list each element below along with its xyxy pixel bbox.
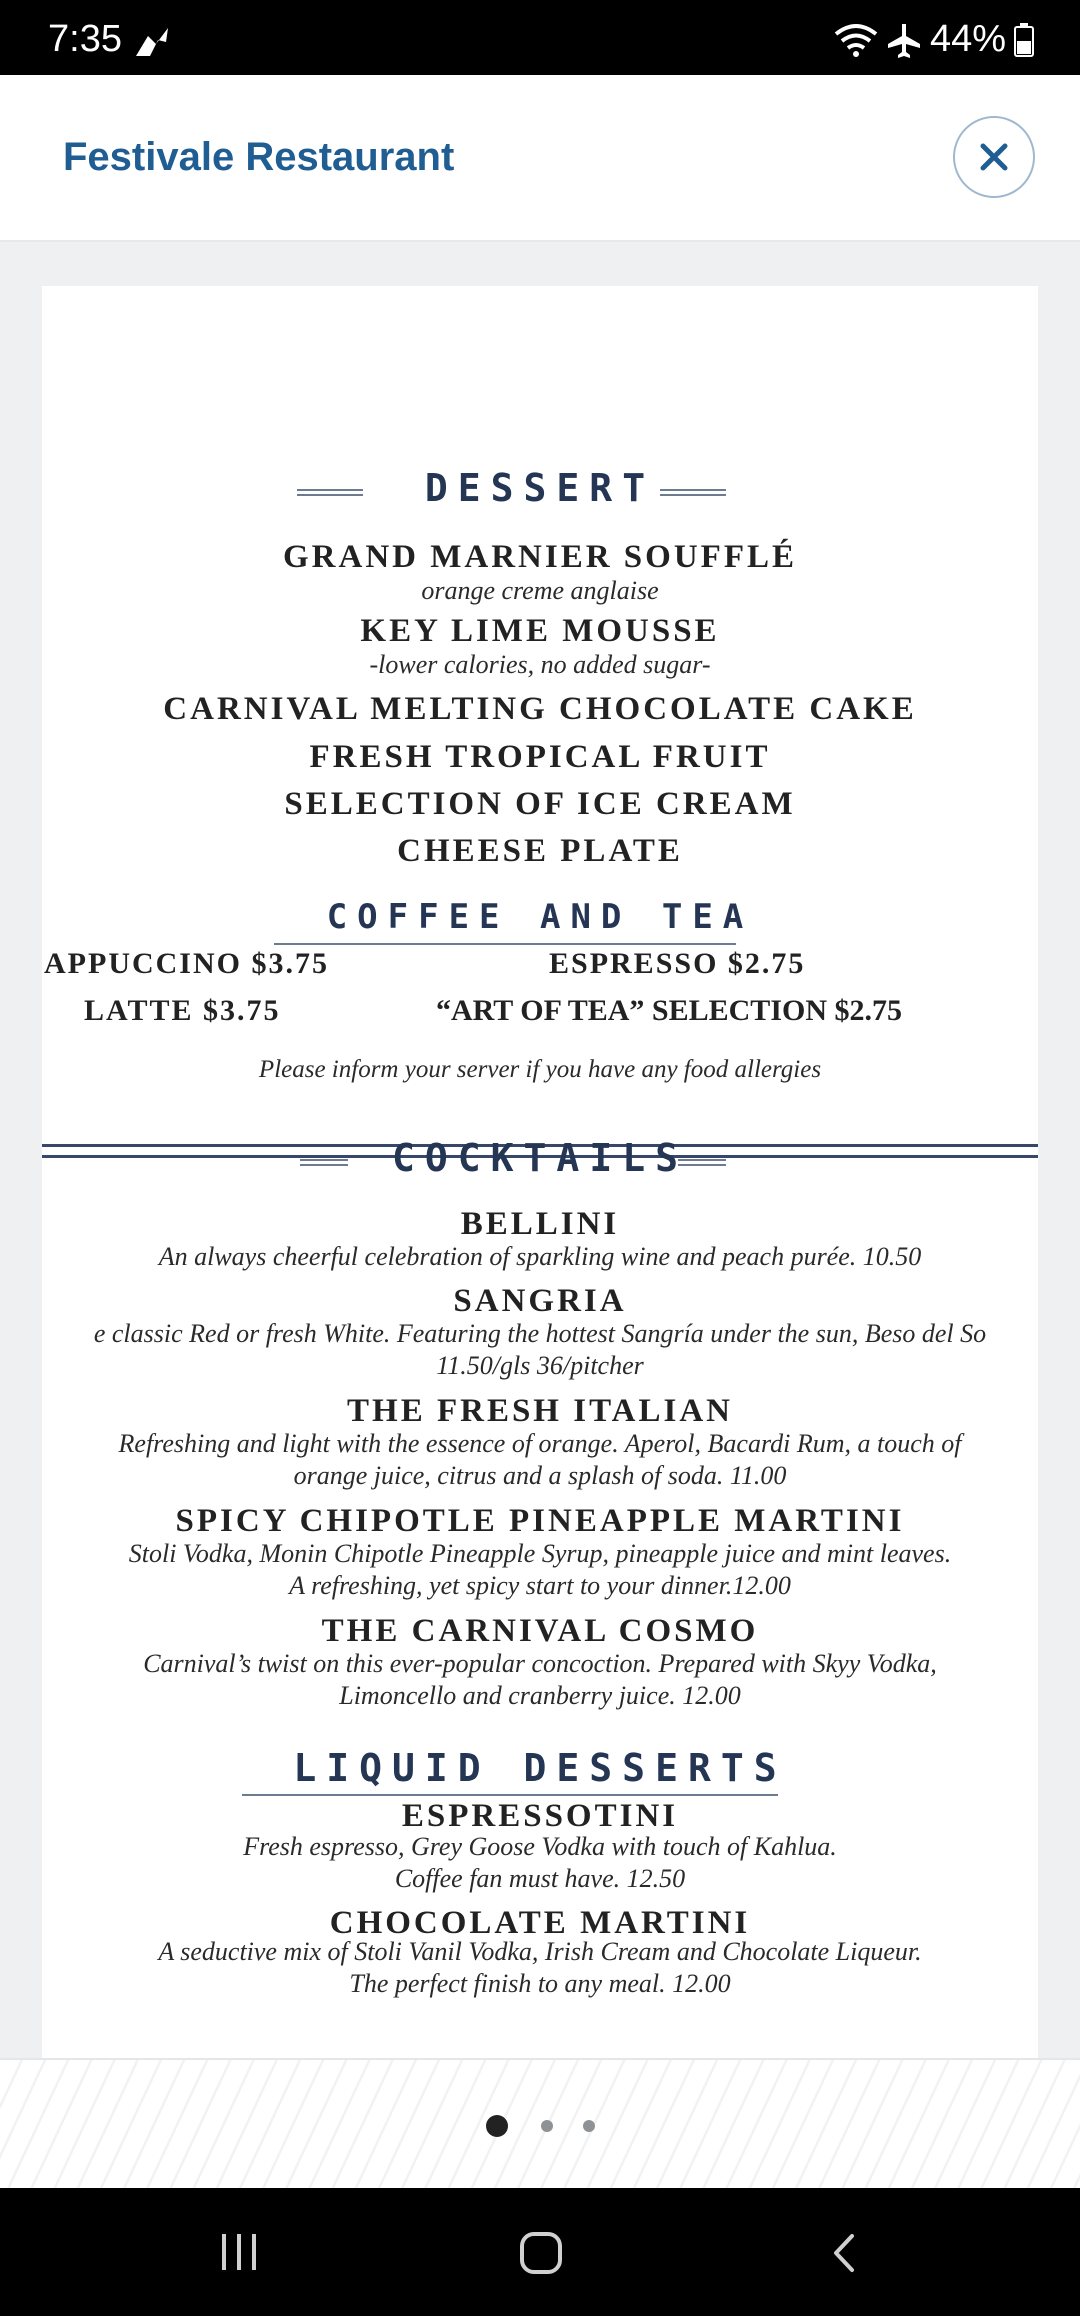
cocktail-name: SANGRIA (453, 1283, 627, 1319)
page-dot-active[interactable] (486, 2115, 508, 2137)
battery-icon (1014, 23, 1034, 57)
app-header (0, 75, 1080, 242)
cocktails-heading: COCKTAILS (392, 1136, 688, 1180)
page-dot[interactable] (541, 2120, 553, 2132)
menu-page-image[interactable] (42, 286, 1038, 2066)
notification-icon (132, 24, 172, 58)
page-indicator (0, 2058, 1080, 2190)
liquid-dessert-name: CHOCOLATE MARTINI (329, 1905, 751, 1941)
cocktail-name: THE FRESH ITALIAN (347, 1393, 733, 1429)
status-time: 7:35 (48, 18, 122, 60)
heading-underline (242, 1794, 778, 1796)
status-icons (834, 18, 1034, 61)
dessert-heading: DESSERT (424, 466, 656, 510)
cocktail-desc: Refreshing and light with the essence of orange. Aperol, Bacardi Rum, a touch of (118, 1429, 962, 1458)
allergy-note: Please inform your server if you have any food allergies (258, 1056, 822, 1083)
menu-viewer[interactable] (0, 242, 1080, 2058)
dessert-item-desc: -lower calories, no added sugar- (369, 650, 711, 679)
system-nav-bar (0, 2188, 1080, 2316)
close-icon (978, 141, 1010, 173)
liquid-dessert-desc: A seductive mix of Stoli Vanil Vodka, Irish Cream and Chocolate Liqueur. (158, 1937, 922, 1966)
cocktail-desc: 11.50/gls 36/pitcher (436, 1351, 644, 1380)
dessert-item: FRESH TROPICAL FRUIT (309, 739, 771, 775)
battery-percent: 44% (929, 18, 1006, 60)
cocktail-desc: Limoncello and cranberry juice. 12.00 (339, 1681, 741, 1710)
heading-underline (274, 943, 736, 945)
airplane-mode-icon (886, 22, 922, 58)
cocktail-name: SPICY CHIPOTLE PINEAPPLE MARTINI (175, 1503, 905, 1539)
cocktail-desc: e classic Red or fresh White. Featuring the hottest Sangría under the sun, Beso del So (93, 1319, 987, 1348)
coffee-item: “ART OF TEA” SELECTION $2.75 (436, 994, 902, 1027)
close-button[interactable] (953, 116, 1035, 198)
wifi-icon (834, 22, 878, 58)
coffee-item: ESPRESSO $2.75 (549, 947, 806, 980)
cocktail-desc: An always cheerful celebration of sparkling wine and peach purée. 10.50 (158, 1242, 922, 1271)
heading-ornament (660, 489, 726, 496)
home-icon[interactable] (518, 2230, 564, 2276)
page-dot[interactable] (583, 2120, 595, 2132)
cocktail-desc: Stoli Vodka, Monin Chipotle Pineapple Syrup, pineapple juice and mint leaves. (128, 1539, 952, 1568)
dessert-item: GRAND MARNIER SOUFFLÉ (282, 539, 797, 575)
cocktail-name: THE CARNIVAL COSMO (321, 1613, 759, 1649)
dessert-item: CARNIVAL MELTING CHOCOLATE CAKE (163, 691, 917, 727)
cocktail-desc: orange juice, citrus and a splash of soda. 11.00 (293, 1461, 787, 1490)
status-bar (0, 0, 1080, 75)
cocktail-desc: Carnival’s twist on this ever-popular concoction. Prepared with Skyy Vodka, (143, 1649, 937, 1678)
coffee-item: LATTE $3.75 (84, 994, 281, 1027)
dessert-item: KEY LIME MOUSSE (360, 613, 720, 649)
coffee-heading: COFFEE AND TEA (326, 897, 754, 937)
cocktail-desc: A refreshing, yet spicy start to your dinner.12.00 (289, 1571, 791, 1600)
heading-ornament (678, 1159, 726, 1166)
liquid-dessert-desc: The perfect finish to any meal. 12.00 (349, 1969, 731, 1998)
liquid-dessert-name: ESPRESSOTINI (401, 1798, 679, 1834)
liquid-dessert-desc: Fresh espresso, Grey Goose Vodka with touch of Kahlua. (243, 1832, 837, 1861)
back-icon[interactable] (828, 2232, 858, 2274)
liquid-dessert-desc: Coffee fan must have. 12.50 (394, 1864, 686, 1893)
liquid-desserts-heading: LIQUID DESSERTS (293, 1746, 787, 1790)
cocktail-name: BELLINI (460, 1206, 620, 1242)
dessert-item: SELECTION OF ICE CREAM (284, 786, 796, 822)
recent-apps-icon[interactable] (218, 2232, 260, 2272)
page-title: Festivale Restaurant (63, 135, 455, 179)
dessert-item-desc: orange creme anglaise (421, 576, 659, 605)
dessert-item: CHEESE PLATE (397, 833, 683, 869)
coffee-item: APPUCCINO $3.75 (44, 947, 329, 980)
